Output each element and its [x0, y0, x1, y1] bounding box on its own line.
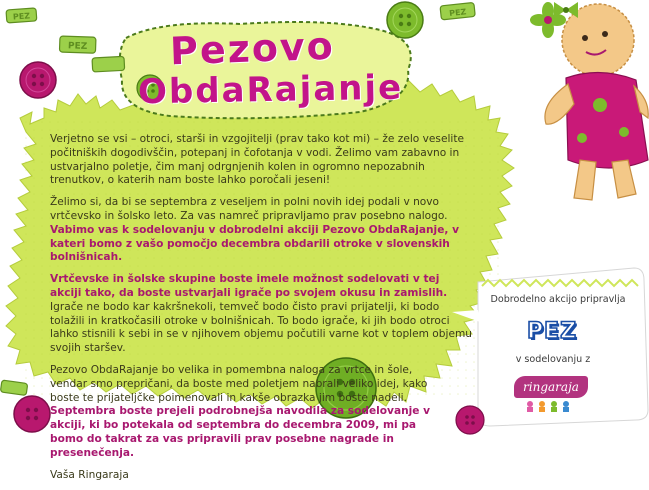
button-icon	[20, 62, 56, 98]
pez-logo[interactable]	[522, 316, 582, 346]
body-text	[50, 133, 472, 490]
paragraph-3-text: Igrače ne bodo kar kakršnekoli, temveč bodo čisto pravi prijatelji, ki bodo tolažili in kratkočasili otroke v bolnišnicah. To bodo igrače, ki jih bodo otroci lahko stisnili k sebi in se v njihovem objemu počutili varne kot v toplem objemu svojih staršev.	[50, 300, 473, 355]
svg-text:PEZ: PEZ	[67, 41, 88, 52]
sponsor-line-1: Dobrodelno akcijo pripravlja	[490, 294, 626, 305]
paragraph-2-text: Želimo si, da bi se septembra z veseljem in polni novih idej podali v novo vrtčevsko in šolsko leto. Za vas namreč pripravljamo prav posebno nalogo.	[50, 196, 448, 222]
svg-text:PEZ: PEZ	[12, 11, 31, 22]
title	[137, 23, 404, 113]
pez-candy-icon	[6, 8, 37, 23]
paragraph-3-highlight: Vrtčevske in šolske skupine boste imele možnost sodelovati v tej akciji tako, da boste ustvarjali igrače po svojem okusu in zamislih.	[50, 273, 448, 299]
paragraph-3	[50, 273, 472, 356]
paragraph-4	[50, 364, 450, 461]
button-icon	[14, 396, 50, 432]
rag-doll-icon	[545, 2, 648, 200]
ringaraja-logo-text: ringaraja	[523, 380, 579, 394]
sponsor-box	[470, 276, 640, 426]
bow-icon	[554, 2, 578, 18]
svg-text:PEZ: PEZ	[448, 7, 467, 19]
pez-candy-icon	[0, 380, 27, 396]
title-line-2: ObdaRajanje	[137, 67, 404, 113]
sponsor-line-2: v sodelovanju z	[515, 354, 591, 365]
paragraph-1-text: Verjetno se vsi – otroci, starši in vzgojitelji (prav tako kot mi) – že zelo veselite počitniških dogodivščin, potepanj in čofotanja v vodi. Želimo vam zabavno in ustvarjalno poletje, čim manj odrgnjenih kolen in ogromno nepozabnih trenutkov, o katerih nam boste lahko poročali jeseni!	[50, 133, 465, 187]
ringaraja-figures-icon	[524, 400, 578, 412]
pez-logo-text: PEZ	[526, 318, 578, 344]
paragraph-4-highlight: Septembra boste prejeli podrobnejša navodila za sodelovanje v akciji, ki bo potekala od septembra do decembra 2009, mi pa bomo do takrat za vas pripravili prav posebne nagrade in presenečenja.	[50, 405, 431, 459]
pez-candy-icon	[440, 2, 475, 19]
pez-candy-icon	[59, 36, 96, 53]
signature: Vaša Ringaraja	[50, 468, 129, 481]
ringaraja-logo[interactable]	[514, 376, 588, 398]
title-line-1: Pezovo	[169, 23, 336, 74]
paragraph-2	[50, 196, 472, 265]
pez-candy-icon	[92, 56, 125, 72]
paragraph-4-text: Pezovo ObdaRajanje bo velika in pomembna naloga za vrtce in šole, vendar smo prepričani, da boste med poletjem nabrali veliko idej, kako boste te prijateljčke poimenovali in kakše obrazka jim boste nadeli.	[50, 363, 428, 404]
paragraph-1	[50, 133, 472, 188]
paragraph-2-highlight: Vabimo vas k sodelovanju v dobrodelni akciji Pezovo ObdaRajanje, v kateri bomo z vašo pomočjo decembra obdarili otroke v slovenskih bolnišnicah.	[50, 223, 459, 264]
